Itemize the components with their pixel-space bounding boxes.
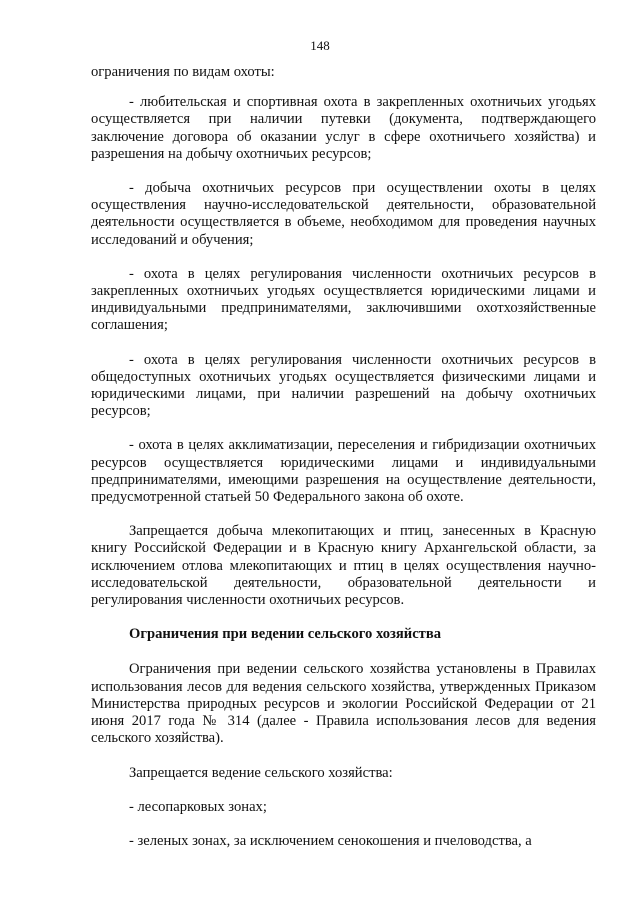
page-number: 148: [310, 38, 330, 53]
paragraph-agriculture-prohibition: Запрещается ведение сельского хозяйства:: [129, 764, 393, 781]
list-item-forest-park-zones: - лесопарковых зонах;: [129, 798, 267, 815]
paragraph-regulation-fixed-grounds: - охота в целях регулирования численности охотничьих ресурсов в закрепленных охотничьих угодьях осуществляется юридическими лицами и индивидуальными предпринимателями, заключившими охотхозяйственные соглашения;: [91, 265, 596, 334]
paragraph-amateur-hunting: - любительская и спортивная охота в закрепленных охотничьих угодьях осуществляется при наличии путевки (документа, подтверждающего заключение договора об оказании услуг в сфере охотничьего хозяйства) и разрешения на добычу охотничьих ресурсов;: [91, 94, 596, 162]
paragraph-red-book-prohibition: Запрещается добыча млекопитающих и птиц, занесенных в Красную книгу Российской Федерации и в Красную книгу Архангельской области, за исключением отлова млекопитающих и птиц в целях осуществления научно-исследовательской деятельности, образовательной деятельности и регулирования численности охотничьих ресурсов.: [91, 523, 596, 609]
section-heading-agriculture: Ограничения при ведении сельского хозяйства: [129, 626, 442, 643]
list-item-green-zones: - зеленых зонах, за исключением сенокошения и пчеловодства, а: [129, 832, 532, 849]
paragraph-research-hunting: - добыча охотничьих ресурсов при осуществлении охоты в целях осуществления научно-исследовательской деятельности, образовательной деятельности осуществляется в объеме, необходимом для проведения научных исследований и обучения;: [91, 180, 596, 248]
document-body: [91, 64, 596, 867]
paragraph-acclimatization: - охота в целях акклиматизации, переселения и гибридизации охотничьих ресурсов осуществляется юридическими лицами и индивидуальными предпринимателями, имеющими разрешения на осуществление деятельности, предусмотренной статьей 50 Федерального закона об охоте.: [91, 437, 596, 506]
paragraph-agriculture-rules: Ограничения при ведении сельского хозяйства установлены в Правилах использования лесов для ведения сельского хозяйства, утвержденных Приказом Министерства природных ресурсов и экологии Российской Федерации от 21 июня 2017 года № 314 (далее - Правила использования лесов для ведения сельского хозяйства).: [91, 661, 596, 747]
paragraph-intro: ограничения по видам охоты:: [91, 64, 275, 80]
paragraph-regulation-public-grounds: - охота в целях регулирования численности охотничьих ресурсов в общедоступных охотничьих угодьях осуществляется физическими лицами и юридическими лицами, при наличии разрешений на добычу охотничьих ресурсов;: [91, 351, 596, 420]
